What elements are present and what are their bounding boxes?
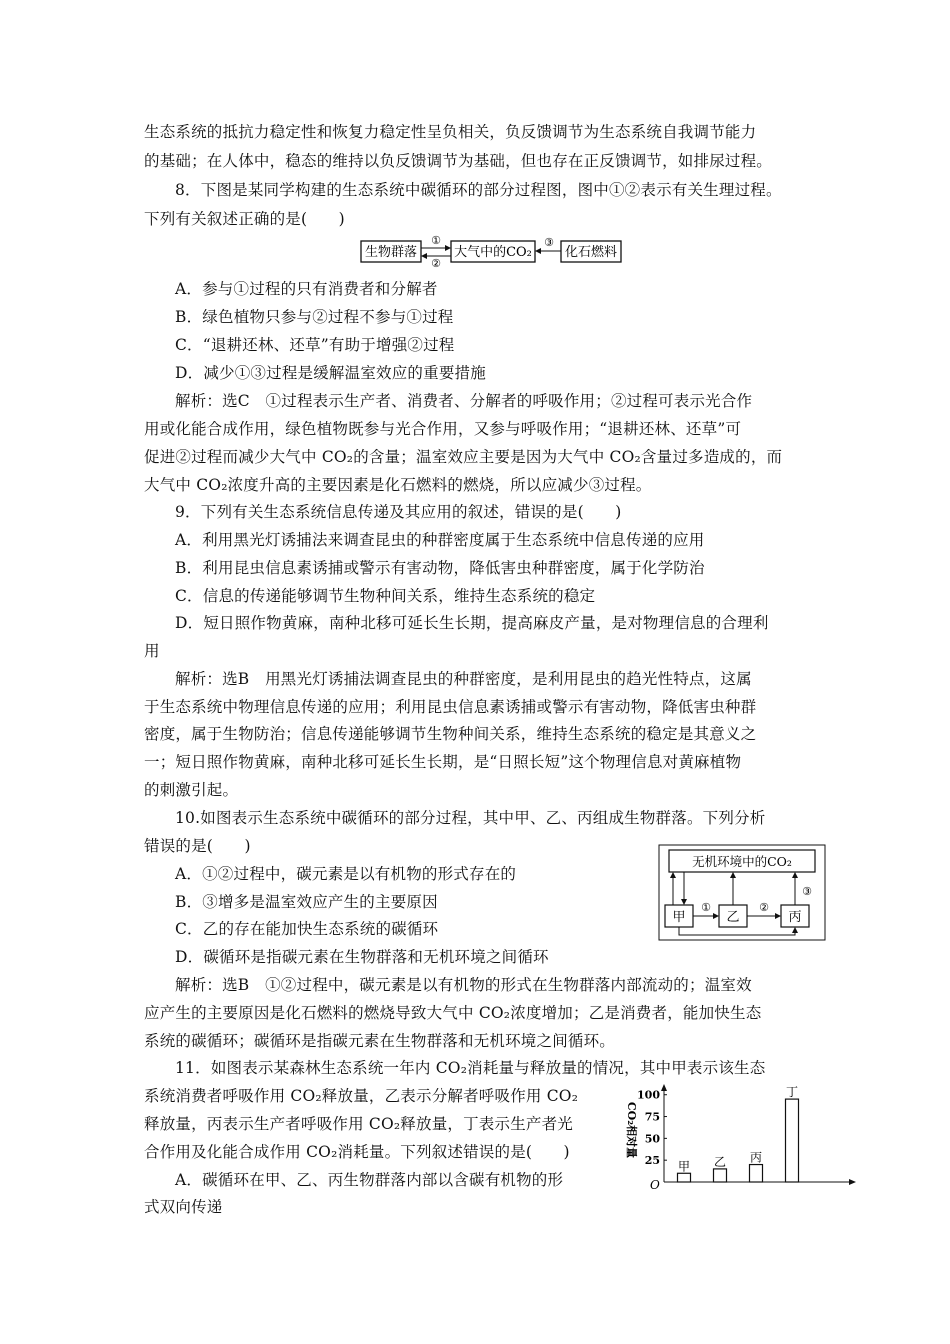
- q8-option-a: A．参与①过程的只有消费者和分解者: [175, 280, 438, 298]
- q11-option-a-line-1: A．碳循环在甲、乙、丙生物群落内部以含碳有机物的形: [175, 1171, 564, 1189]
- chart-bar-1: [678, 1173, 691, 1182]
- q10-option-a: A．①②过程中，碳元素是以有机物的形式存在的: [175, 865, 517, 883]
- q10-analysis-line-2: 应产生的主要原因是化石燃料的燃烧导致大气中 CO₂浓度增加；乙是消费者，能加快生态: [144, 1004, 762, 1022]
- q10-box-a-text: 甲: [672, 910, 686, 925]
- q9-option-d-cont: 用: [144, 642, 160, 660]
- q8-box-fossil-text: 化石燃料: [564, 245, 618, 260]
- q10-option-d: D．碳循环是指碳元素在生物群落和无机环境之间循环: [175, 948, 549, 966]
- chart-y-tick-label: 25: [644, 1154, 660, 1168]
- q8-analysis-line-3: 促进②过程而减少大气中 CO₂的含量；温室效应主要是因为大气中 CO₂含量过多造成的，而: [144, 448, 783, 466]
- chart-y-tick-label: 75: [644, 1110, 660, 1124]
- q10-box-b-text: 乙: [726, 910, 740, 925]
- q8-label-3: ③: [544, 236, 554, 249]
- q9-option-c: C．信息的传递能够调节生物种间关系，维持生态系统的稳定: [175, 587, 596, 605]
- chart-origin-label: O: [650, 1178, 660, 1192]
- q10-analysis-line-1: 解析：选B ①②过程中，碳元素是以有机物的形式在生物群落内部流动的；温室效: [175, 976, 752, 994]
- q9-analysis-line-1: 解析：选B 用黑光灯诱捕法调查昆虫的种群密度，是利用昆虫的趋光性特点，这属: [175, 670, 752, 688]
- q9-analysis-line-3: 密度，属于生物防治；信息传递能够调节生物种间关系，维持生态系统的稳定是其意义之: [144, 725, 757, 743]
- q8-stem-line-2: 下列有关叙述正确的是( ): [144, 210, 345, 228]
- q10-option-b: B．③增多是温室效应产生的主要原因: [175, 893, 438, 911]
- chart-y-axis-arrow: [661, 1084, 667, 1091]
- q8-arrow-2: [421, 253, 427, 259]
- chart-y-ticks: [637, 1089, 667, 1167]
- q11-option-a-line-2: 式双向传递: [144, 1198, 223, 1216]
- q10-label-3: ③: [802, 885, 812, 898]
- q8-option-c: C．“退耕还林、还草”有助于增强②过程: [175, 336, 455, 354]
- q8-option-d: D．减少①③过程是缓解温室效应的重要措施: [175, 364, 486, 382]
- q9-stem: 9．下列有关生态系统信息传递及其应用的叙述，错误的是( ): [175, 503, 622, 521]
- chart-bar-label-3: 丙: [749, 1150, 763, 1165]
- q8-analysis-line-2: 用或化能合成作用，绿色植物既参与光合作用，又参与呼吸作用；“退耕还林、还草”可: [144, 420, 742, 438]
- chart-bar-label-1: 甲: [677, 1159, 691, 1174]
- chart-y-tick-label: 100: [637, 1088, 660, 1102]
- q10-box-environment-text: 无机环境中的CO₂: [692, 854, 792, 869]
- q11-stem-line-2: 系统消费者呼吸作用 CO₂释放量，乙表示分解者呼吸作用 CO₂: [144, 1087, 579, 1105]
- q11-stem-line-3: 释放量，丙表示生产者呼吸作用 CO₂释放量，丁表示生产者光: [144, 1115, 574, 1133]
- chart-bar-label-4: 丁: [785, 1085, 799, 1100]
- q8-arrow-3: [535, 248, 541, 254]
- chart-bar-3: [750, 1165, 763, 1182]
- chart-x-axis-arrow: [849, 1179, 856, 1185]
- chart-bar-label-2: 乙: [713, 1154, 727, 1169]
- q10-carbon-cycle-diagram: [657, 843, 827, 943]
- chart-bar-2: [714, 1169, 727, 1182]
- chart-y-tick-label: 50: [644, 1132, 660, 1146]
- chart-bar-4: [786, 1099, 799, 1182]
- q10-label-1: ①: [701, 901, 711, 914]
- q8-arrow-1: [445, 245, 451, 251]
- q9-analysis-line-5: 的刺激引起。: [144, 781, 239, 799]
- q8-carbon-cycle-diagram: [355, 234, 625, 268]
- q10-stem-line-1: 10.如图表示生态系统中碳循环的部分过程，其中甲、乙、丙组成生物群落。下列分析: [175, 809, 766, 827]
- q8-box-atmosphere-text: 大气中的CO₂: [454, 245, 532, 260]
- q9-analysis-line-2: 于生态系统中物理信息传递的应用；利用昆虫信息素诱捕或警示有害动物，降低害虫种群: [144, 698, 757, 716]
- q9-analysis-line-4: 一；短日照作物黄麻，南种北移可延长生长期，是“日照长短”这个物理信息对黄麻植物: [144, 753, 742, 771]
- q11-stem-line-1: 11．如图表示某森林生态系统一年内 CO₂消耗量与释放量的情况，其中甲表示该生态: [175, 1059, 766, 1077]
- q8-analysis-line-1: 解析：选C ①过程表示生产者、消费者、分解者的呼吸作用；②过程可表示光合作: [175, 392, 753, 410]
- q10-box-c-text: 丙: [788, 910, 802, 925]
- q10-label-2: ②: [759, 901, 769, 914]
- q9-option-d: D．短日照作物黄麻，南种北移可延长生长期，提高麻皮产量，是对物理信息的合理利: [175, 614, 769, 632]
- q8-box-community-text: 生物群落: [364, 245, 418, 260]
- chart-bars: [678, 1085, 799, 1182]
- intro-line-2: 的基础；在人体中，稳态的维持以负反馈调节为基础，但也存在正反馈调节，如排尿过程。: [144, 152, 773, 170]
- q8-label-1: ①: [431, 234, 441, 247]
- q8-label-2: ②: [431, 257, 441, 268]
- q8-analysis-line-4: 大气中 CO₂浓度升高的主要因素是化石燃料的燃烧，所以应减少③过程。: [144, 476, 652, 494]
- q8-option-b: B．绿色植物只参与②过程不参与①过程: [175, 308, 454, 326]
- q11-stem-line-4: 合作用及化能合成作用 CO₂消耗量。下列叙述错误的是( ): [144, 1143, 570, 1161]
- q10-option-c: C．乙的存在能加快生态系统的碳循环: [175, 920, 439, 938]
- q10-stem-line-2: 错误的是( ): [144, 837, 251, 855]
- q8-stem-line-1: 8．下图是某同学构建的生态系统中碳循环的部分过程图，图中①②表示有关生理过程。: [175, 181, 782, 199]
- intro-line-1: 生态系统的抵抗力稳定性和恢复力稳定性呈负相关，负反馈调节为生态系统自我调节能力: [144, 123, 757, 141]
- q9-option-b: B．利用昆虫信息素诱捕或警示有害动物，降低害虫种群密度，属于化学防治: [175, 559, 705, 577]
- q10-analysis-line-3: 系统的碳循环；碳循环是指碳元素在生物群落和无机环境之间循环。: [144, 1032, 616, 1050]
- co2-bar-chart: [612, 1080, 860, 1192]
- chart-y-axis-label: CO₂相对量: [625, 1101, 638, 1159]
- chart-axes: [661, 1084, 856, 1185]
- q9-option-a: A．利用黑光灯诱捕法来调查昆虫的种群密度属于生态系统中信息传递的应用: [175, 531, 705, 549]
